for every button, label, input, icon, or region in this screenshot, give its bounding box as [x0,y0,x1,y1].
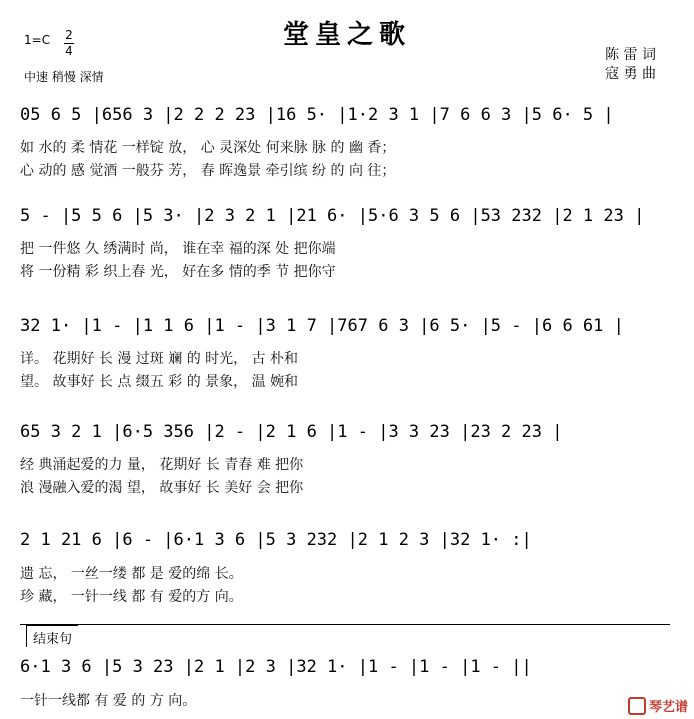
tempo-marking: 中速 稍慢 深情 [24,70,104,84]
lyric-line-5-verse-2: 珍 藏， 一针一线 都 有 爱的方 向。 [20,589,243,605]
notation-line-2: 5 - |5 5 6 |5 3· |2 3 2 1 |21 6· |5·6 3 5 6 |53 232 |2 1 23 | [20,206,645,226]
lyric-line-5-verse-1: 遗 忘， 一丝一缕 都 是 爱的绵 长。 [20,566,243,582]
key-signature: 1=C [24,33,51,47]
lyric-line-4-verse-1: 经 典涌起爱的力 量， 花期好 长 青春 难 把你 [20,457,304,473]
lyric-line-2-verse-2: 将 一份精 彩 织上春 光， 好在多 情的季 节 把你守 [20,264,336,280]
lyric-line-ending: 一针一线都 有 爱 的 方 向。 [20,693,197,709]
lyric-line-1-verse-2: 心 动的 感 觉酒 一般芬 芳， 春 晖逸景 牵引缤 纷 的 向 往； [20,163,396,179]
ending-bracket-line [20,624,670,625]
song-title: 堂皇之歌 [282,20,411,50]
watermark-text: 琴艺谱 [648,700,688,715]
lyric-line-1-verse-1: 如 水的 柔 情花 一样锭 放， 心 灵深处 何来脉 脉 的 幽 香； [20,140,396,156]
notation-line-4: 65 3 2 1 |6·5 356 |2 - |2 1 6 |1 - |3 3 23 |23 2 23 | [20,422,563,442]
notation-line-3: 32 1· |1 - |1 1 6 |1 - |3 1 7 |767 6 3 |6 5· |5 - |6 6 61 | [20,316,624,336]
lyric-line-4-verse-2: 浪 漫融入爱的渴 望， 故事好 长 美好 会 把你 [20,480,304,496]
ending-label: 结束句 [26,625,78,647]
watermark-logo-icon [628,697,646,715]
composer-credit: 寇 勇 曲 [605,66,656,82]
time-signature-bottom: 4 [65,44,73,58]
notation-line-ending: 6·1 3 6 |5 3 23 |2 1 |2 3 |32 1· |1 - |1 - |1 - || [20,657,532,677]
notation-line-1: 05 6 5 |656 3 |2 2 2 23 |16 5· |1·2 3 1 |7 6 6 3 |5 6· 5 | [20,105,614,125]
time-signature [64,28,74,59]
lyricist-credit: 陈 雷 词 [605,47,656,63]
lyric-line-3-verse-2: 望。 故事好 长 点 缀五 彩 的 景象， 温 婉和 [20,374,299,390]
site-watermark [628,696,688,715]
lyric-line-2-verse-1: 把 一件悠 久 绣满时 尚， 谁在幸 福的深 处 把你端 [20,241,336,257]
notation-line-5: 2 1 21 6 |6 - |6·1 3 6 |5 3 232 |2 1 2 3 |32 1· :| [20,530,532,550]
time-signature-top: 2 [65,28,73,42]
lyric-line-3-verse-1: 详。 花期好 长 漫 过斑 斓 的 时光， 古 朴和 [20,351,299,367]
